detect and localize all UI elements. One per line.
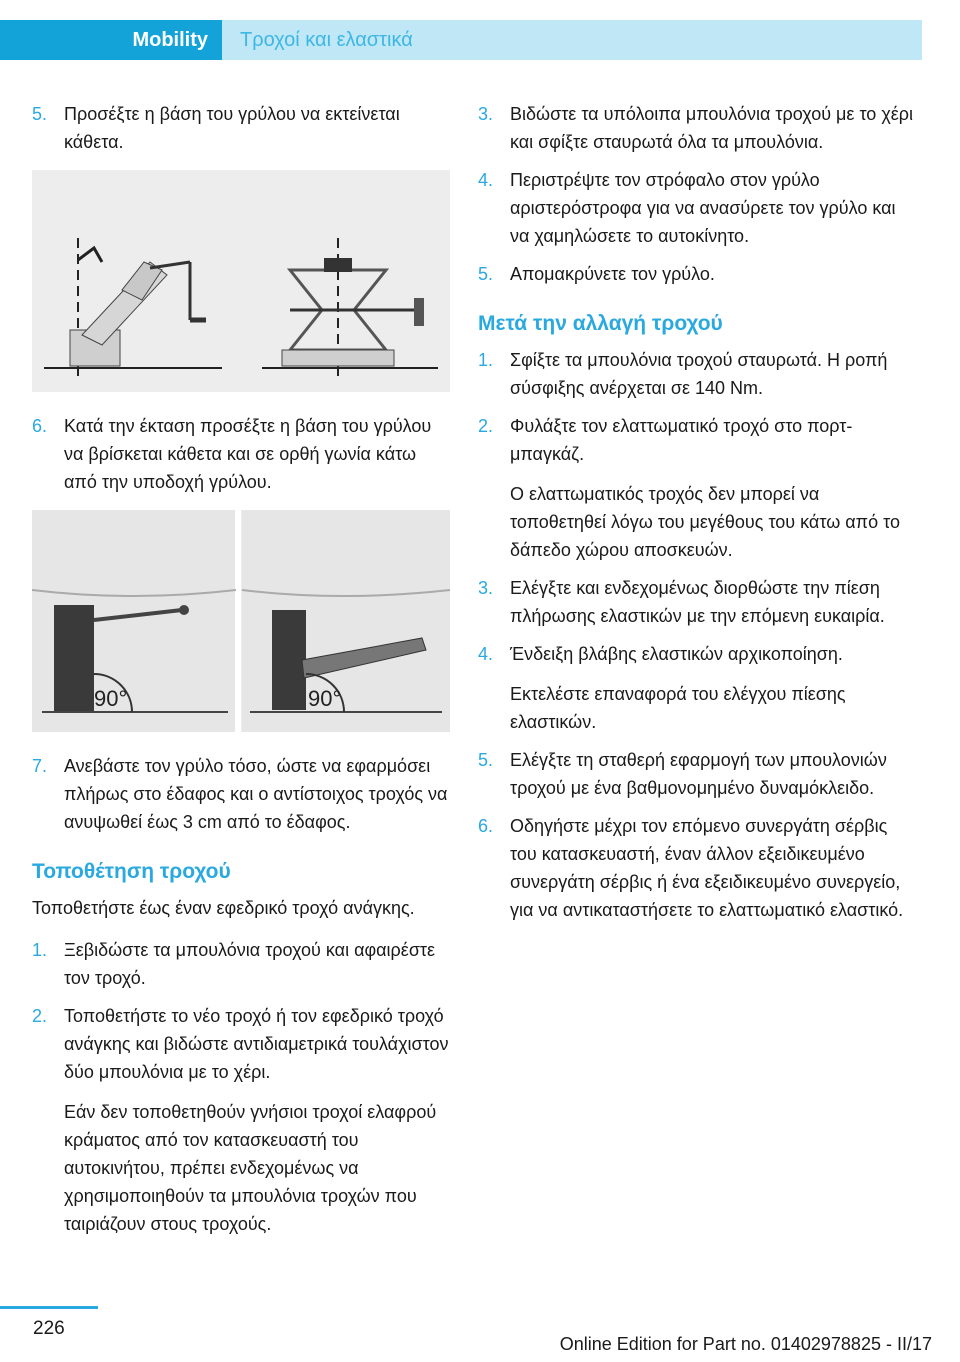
jack-vertical-illustration xyxy=(32,170,450,392)
step-number: 4. xyxy=(478,644,494,664)
step-text: Βιδώστε τα υπόλοιπα μπουλόνια τροχού με το χέρι και σφίξτε σταυρωτά όλα τα μπουλόνια. xyxy=(510,104,914,152)
step-5-right xyxy=(478,260,918,288)
step-number: 6. xyxy=(478,816,494,836)
step-4-right xyxy=(478,166,918,250)
step-text: Ελέγξτε και ενδεχομένως διορθώστε την πίεση πλήρωσης ελαστικών με την επόμενη ευκαιρία. xyxy=(510,578,885,626)
section-heading-fit-wheel: Τοποθέτηση τροχού xyxy=(32,860,231,883)
step-text: Προσέξτε η βάση του γρύλου να εκτείνεται κάθετα. xyxy=(64,104,400,152)
after-step-3 xyxy=(478,574,918,630)
step-1-left xyxy=(32,936,450,992)
left-column xyxy=(32,100,450,1248)
jack-diagram xyxy=(32,170,450,392)
after-step-5 xyxy=(478,746,918,802)
step-note: Ο ελαττωματικός τροχός δεν μπορεί να τοποθετηθεί λόγω του μεγέθους του κάτω από το δάπεδο χώρου αποσκευών. xyxy=(510,484,900,560)
section-title: Τροχοί και ελαστικά xyxy=(240,29,413,51)
step-number: 5. xyxy=(32,104,48,124)
chapter-tab xyxy=(0,20,222,60)
step-number: 3. xyxy=(478,104,494,124)
jack-angle-diagram xyxy=(32,510,450,732)
step-text: Κατά την έκταση προσέξτε η βάση του γρύλου να βρίσκεται κάθετα και σε ορθή γωνία κάτω από την υποδοχή γρύλου. xyxy=(64,416,432,492)
chapter-title: Mobility xyxy=(132,29,208,51)
step-note: Εκτελέστε επαναφορά του ελέγχου πίεσης ελαστικών. xyxy=(510,684,846,732)
step-text: Απομακρύνετε τον γρύλο. xyxy=(510,264,715,284)
step-note: Εάν δεν τοποθετηθούν γνήσιοι τροχοί ελαφρού κράματος από τον κατασκευαστή του αυτοκινήτου, πρέπει ενδεχομένως να χρησιμοποιηθούν τα μπουλόνια τροχών που ταιριάζουν στους τροχούς. xyxy=(64,1102,437,1234)
step-text: Σφίξτε τα μπουλόνια τροχού σταυρωτά. Η ροπή σύσφιξης ανέρχεται σε 140 Nm. xyxy=(510,350,888,398)
after-step-6 xyxy=(478,812,918,924)
step-2-left xyxy=(32,1002,450,1238)
step-text: Τοποθετήστε το νέο τροχό ή τον εφεδρικό τροχό ανάγκης και βιδώστε αντιδιαμετρικά τουλάχιστον δύο μπουλόνια με το χέρι. xyxy=(64,1006,449,1082)
step-number: 5. xyxy=(478,750,494,770)
step-3-right xyxy=(478,100,918,156)
step-number: 2. xyxy=(32,1006,48,1026)
angle-label-right: 90° xyxy=(308,686,342,711)
step-number: 5. xyxy=(478,264,494,284)
step-text: Ελέγξτε τη σταθερή εφαρμογή των μπουλονιών τροχού με ένα βαθμονομημένο δυναμόκλειδο. xyxy=(510,750,887,798)
step-number: 2. xyxy=(478,416,494,436)
jack-angle-illustration xyxy=(32,510,450,732)
section-heading-after-change: Μετά την αλλαγή τροχού xyxy=(478,312,723,335)
step-number: 7. xyxy=(32,756,48,776)
step-7-left xyxy=(32,752,450,836)
step-number: 4. xyxy=(478,170,494,190)
step-number: 6. xyxy=(32,416,48,436)
step-text: Οδηγήστε μέχρι τον επόμενο συνεργάτη σέρβις του κατασκευαστή, έναν άλλον εξειδικευμένο συνεργάτη σέρβις ή ένα εξειδικευμένο συνεργείο, για να αντικαταστήσετε το ελαττωματικό ελαστικό. xyxy=(510,816,904,920)
step-text: Ένδειξη βλάβης ελαστικών αρχικοποίηση. xyxy=(510,644,843,664)
angle-label-left: 90° xyxy=(94,686,128,711)
edition-note: Online Edition for Part no. 01402978825 - II/17 xyxy=(559,1334,932,1354)
footer-accent-line xyxy=(0,1306,98,1309)
step-6-left xyxy=(32,412,450,496)
step-number: 1. xyxy=(32,940,48,960)
after-step-2 xyxy=(478,412,918,564)
step-number: 3. xyxy=(478,578,494,598)
intro-text: Τοποθετήστε έως έναν εφεδρικό τροχό ανάγκης. xyxy=(32,898,415,918)
step-text: Ανεβάστε τον γρύλο τόσο, ώστε να εφαρμόσει πλήρως στο έδαφος και ο αντίστοιχος τροχός να ανυψωθεί έως 3 cm από το έδαφος. xyxy=(64,756,448,832)
step-5-left xyxy=(32,100,450,156)
after-step-4 xyxy=(478,640,918,736)
after-step-1 xyxy=(478,346,918,402)
step-text: Περιστρέψτε τον στρόφαλο στον γρύλο αριστερόστροφα για να ανασύρετε τον γρύλο και να χαμηλώσετε το αυτοκίνητο. xyxy=(510,170,896,246)
step-text: Ξεβιδώστε τα μπουλόνια τροχού και αφαιρέστε τον τροχό. xyxy=(64,940,436,988)
step-number: 1. xyxy=(478,350,494,370)
step-text: Φυλάξτε τον ελαττωματικό τροχό στο πορτ-μπαγκάζ. xyxy=(510,416,853,464)
page-number: 226 xyxy=(33,1318,65,1339)
right-column xyxy=(478,100,918,934)
